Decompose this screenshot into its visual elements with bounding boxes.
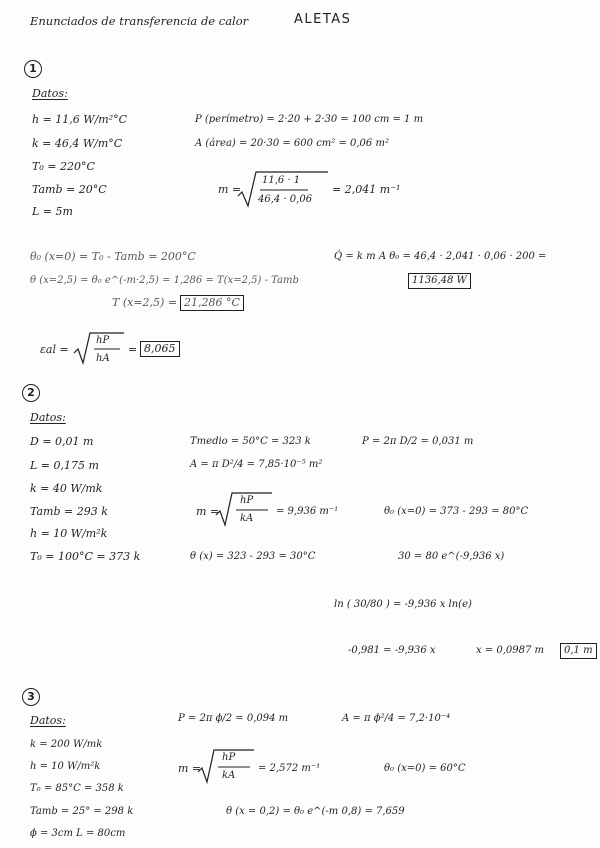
area-equation: A (área) = 20·30 = 600 cm² = 0,06 m²: [195, 138, 389, 149]
given-diameter-length: ϕ = 3cm L = 80cm: [30, 828, 126, 839]
theta-x-equation: θ (x) = 323 - 293 = 30°C: [190, 551, 316, 562]
temperature-label: T (x=2,5) =: [112, 296, 178, 309]
effectiveness-result: 8,065: [140, 341, 180, 357]
given-tamb: Tamb = 25° = 298 k: [30, 806, 134, 817]
document-subtitle: ALETAS: [294, 12, 352, 27]
m-numerator: hP: [240, 495, 254, 506]
perimeter-equation: P = 2π ϕ/2 = 0,094 m: [178, 713, 289, 724]
theta0-equation: θ₀ (x=0) = T₀ - Tamb = 200°C: [30, 250, 196, 263]
problem-3-number: 3: [22, 688, 40, 706]
given-diameter: D = 0,01 m: [30, 435, 94, 448]
given-t0: T₀ = 100°C = 373 k: [30, 550, 141, 563]
area-equation: A = π D²/4 = 7,85·10⁻⁵ m²: [190, 459, 323, 470]
m-denominator: kA: [240, 513, 254, 524]
x-result: 0,1 m: [560, 643, 597, 659]
given-tamb: Tamb = 293 k: [30, 505, 108, 518]
given-h: h = 10 W/m²k: [30, 761, 101, 772]
given-tamb: Tamb = 20°C: [32, 183, 107, 196]
area-equation: A = π ϕ²/4 = 7,2·10⁻⁴: [342, 713, 451, 724]
m-label: m =: [196, 505, 220, 518]
m-numerator: hP: [222, 752, 236, 763]
theta0-equation: θ₀ (x=0) = 60°C: [384, 763, 466, 774]
m-label: m =: [218, 183, 242, 196]
m-denominator: kA: [222, 770, 236, 781]
heat-flow-result: 1136,48 W: [408, 273, 471, 289]
given-t0: T₀ = 85°C = 358 k: [30, 783, 124, 794]
document-title: Enunciados de transferencia de calor: [30, 14, 249, 28]
given-t0: T₀ = 220°C: [32, 160, 95, 173]
mean-temperature: Tmedio = 50°C = 323 k: [190, 436, 311, 447]
theta-x-equation: θ (x = 0,2) = θ₀ e^(-m 0,8) = 7,659: [226, 806, 405, 817]
perimeter-equation: P = 2π D/2 = 0,031 m: [362, 436, 474, 447]
effectiveness-denominator: hA: [96, 353, 110, 364]
given-k: k = 200 W/mk: [30, 739, 103, 750]
problem-1-number: 1: [24, 60, 42, 78]
problem-1-data-heading: Datos:: [32, 87, 68, 100]
temperature-result: 21,286 °C: [180, 295, 244, 311]
problem-2-data-heading: Datos:: [30, 411, 66, 424]
linear-equation: -0,981 = -9,936 x: [348, 645, 436, 656]
m-numerator: 11,6 · 1: [262, 175, 301, 186]
problem-3-data-heading: Datos:: [30, 714, 66, 727]
effectiveness-numerator: hP: [96, 335, 110, 346]
given-h: h = 10 W/m²k: [30, 527, 108, 540]
perimeter-equation: P (perímetro) = 2·20 + 2·30 = 100 cm = 1 m: [195, 114, 424, 125]
theta-x-equation: θ (x=2,5) = θ₀ e^(-m·2,5) = 1,286 = T(x=2,5) - Tamb: [30, 275, 299, 286]
x-equation: x = 0,0987 m: [476, 645, 545, 656]
theta0-equation: θ₀ (x=0) = 373 - 293 = 80°C: [384, 506, 529, 517]
m-result: = 2,041 m⁻¹: [332, 183, 401, 196]
given-length: L = 0,175 m: [30, 459, 99, 472]
problem-2-number: 2: [22, 384, 40, 402]
m-result: = 2,572 m⁻¹: [258, 763, 321, 774]
effectiveness-equals: =: [128, 343, 138, 356]
given-k: k = 46,4 W/m°C: [32, 137, 123, 150]
heat-flow-equation: Q̇ = k m A θ₀ = 46,4 · 2,041 · 0,06 · 200 =: [334, 251, 547, 262]
m-result: = 9,936 m⁻¹: [276, 506, 339, 517]
effectiveness-label: εal =: [40, 343, 69, 356]
m-denominator: 46,4 · 0,06: [258, 194, 313, 205]
given-h: h = 11,6 W/m²°C: [32, 113, 128, 126]
log-equation: ln ( 30/80 ) = -9,936 x ln(e): [334, 599, 472, 610]
exponential-equation: 30 = 80 e^(-9,936 x): [398, 551, 505, 562]
m-label: m =: [178, 762, 202, 775]
given-length: L = 5m: [32, 205, 73, 218]
given-k: k = 40 W/mk: [30, 482, 103, 495]
